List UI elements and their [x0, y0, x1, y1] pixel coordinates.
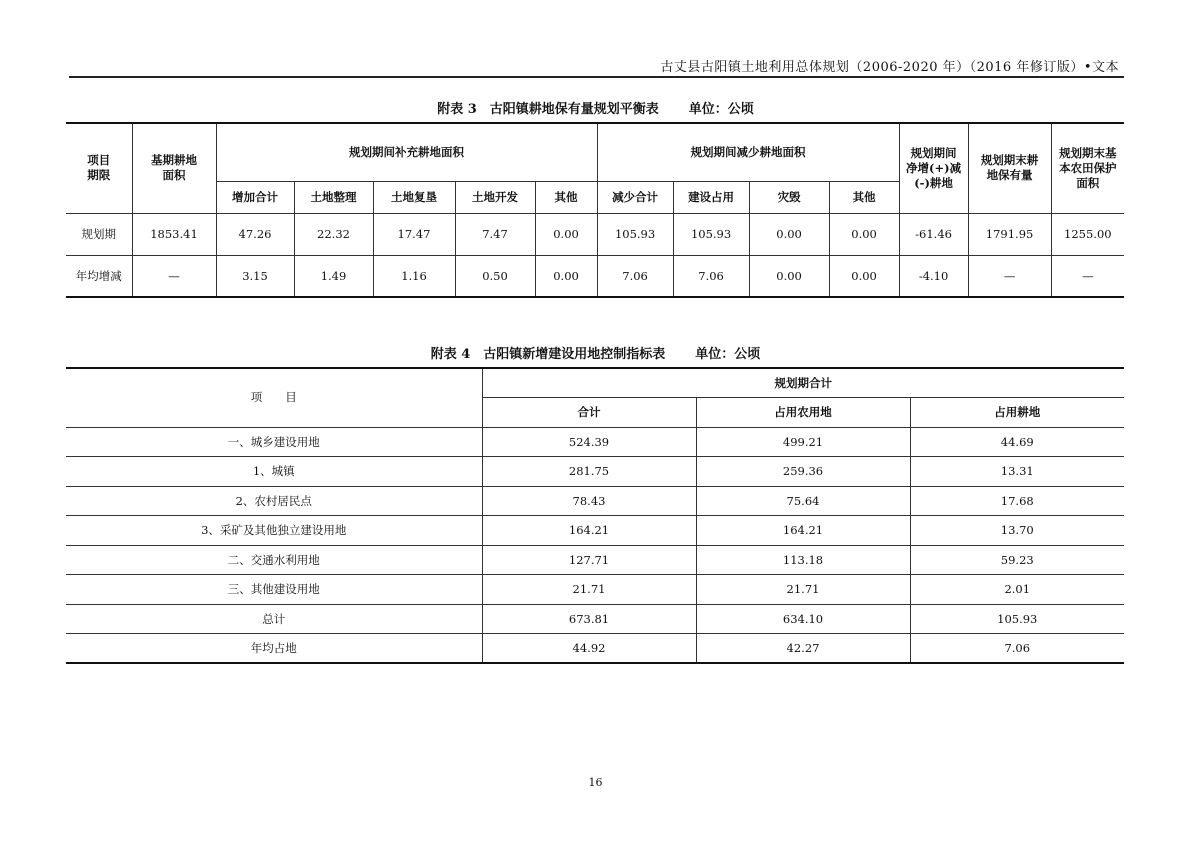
table-cell: 47.26 [216, 213, 294, 255]
new-construction-land-table [66, 367, 1124, 664]
row-label: 规划期 [66, 213, 132, 255]
row-label: 总计 [66, 604, 482, 634]
table3-caption: 附表 3 古阳镇耕地保有量规划平衡表 [437, 102, 659, 117]
table-cell: 0.00 [749, 255, 829, 297]
table-row [66, 427, 1124, 457]
row-label: 2、农村居民点 [66, 486, 482, 516]
row-label: 二、交通水利用地 [66, 545, 482, 575]
table-row-total [66, 604, 1124, 634]
table-cell: 21.71 [696, 575, 910, 605]
table-cell: 259.36 [696, 457, 910, 487]
table-row-annual [66, 634, 1124, 664]
table3-subheader: 土地开发 [455, 181, 535, 213]
table-cell: — [132, 255, 216, 297]
table-cell: 0.00 [535, 213, 597, 255]
table-cell: 42.27 [696, 634, 910, 664]
table3-header-supplement-group: 规划期间补充耕地面积 [216, 123, 597, 181]
table-cell: 0.00 [535, 255, 597, 297]
table3-subheader: 土地复垦 [373, 181, 455, 213]
page-number: 16 [588, 776, 603, 789]
table-cell: -4.10 [899, 255, 968, 297]
table-row [66, 255, 1124, 297]
table-cell: 127.71 [482, 545, 696, 575]
row-label: 年均占地 [66, 634, 482, 664]
table-cell: 1.49 [294, 255, 373, 297]
table4-header-project: 项 目 [66, 368, 482, 427]
table-cell: 13.70 [910, 516, 1124, 546]
table-cell: 1791.95 [968, 213, 1051, 255]
table-cell: 281.75 [482, 457, 696, 487]
table3-subheader: 其他 [535, 181, 597, 213]
table3-subheader: 灾毁 [749, 181, 829, 213]
table-cell: 17.47 [373, 213, 455, 255]
table3-header-end-basic: 规划期末基 本农田保护 面积 [1051, 123, 1124, 213]
table-cell: 164.21 [696, 516, 910, 546]
table-row [66, 516, 1124, 546]
table3-caption-row [0, 98, 1191, 117]
table4-header-group: 规划期合计 [482, 368, 1124, 398]
table-cell: 59.23 [910, 545, 1124, 575]
header-rule [69, 76, 1124, 78]
table3-header-base: 基期耕地 面积 [132, 123, 216, 213]
table-cell: 7.06 [910, 634, 1124, 664]
table-cell: 0.50 [455, 255, 535, 297]
table-cell: 0.00 [749, 213, 829, 255]
row-label: 三、其他建设用地 [66, 575, 482, 605]
table4-unit: 单位：公顷 [695, 347, 761, 362]
table-cell: 44.92 [482, 634, 696, 664]
table-cell: 673.81 [482, 604, 696, 634]
table-cell: 105.93 [673, 213, 749, 255]
table-cell: 7.06 [673, 255, 749, 297]
row-label: 年均增减 [66, 255, 132, 297]
table-row [66, 213, 1124, 255]
table-cell: 17.68 [910, 486, 1124, 516]
table3-subheader: 其他 [829, 181, 899, 213]
table-cell: 78.43 [482, 486, 696, 516]
table-cell: 2.01 [910, 575, 1124, 605]
table-cell: 3.15 [216, 255, 294, 297]
row-label: 一、城乡建设用地 [66, 427, 482, 457]
table-cell: 7.47 [455, 213, 535, 255]
table-row [66, 545, 1124, 575]
table-cell: 75.64 [696, 486, 910, 516]
table-cell: 7.06 [597, 255, 673, 297]
table-cell: 1.16 [373, 255, 455, 297]
table4-caption-row [0, 343, 1191, 362]
table-cell: -61.46 [899, 213, 968, 255]
table-cell: — [1051, 255, 1124, 297]
table-cell: 113.18 [696, 545, 910, 575]
table3-header-end-retain: 规划期末耕 地保有量 [968, 123, 1051, 213]
table-cell: — [968, 255, 1051, 297]
table4-subheader: 占用农用地 [696, 398, 910, 428]
table4-subheader: 占用耕地 [910, 398, 1124, 428]
table-cell: 0.00 [829, 213, 899, 255]
table3-unit: 单位：公顷 [688, 102, 754, 117]
table-row [66, 575, 1124, 605]
table-cell: 13.31 [910, 457, 1124, 487]
table-cell: 164.21 [482, 516, 696, 546]
table3-subheader: 土地整理 [294, 181, 373, 213]
table3-header-reduce-group: 规划期间减少耕地面积 [597, 123, 899, 181]
table-cell: 22.32 [294, 213, 373, 255]
table3-header-net: 规划期间 净增(+)减 (-)耕地 [899, 123, 968, 213]
table-cell: 1255.00 [1051, 213, 1124, 255]
document-header: 古丈县古阳镇土地利用总体规划（2006-2020 年）（2016 年修订版）•文本 [660, 60, 1119, 75]
table4-subheader: 合计 [482, 398, 696, 428]
table-cell: 44.69 [910, 427, 1124, 457]
cultivated-land-balance-table [66, 122, 1124, 298]
table3-subheader: 减少合计 [597, 181, 673, 213]
table-cell: 21.71 [482, 575, 696, 605]
table-cell: 634.10 [696, 604, 910, 634]
row-label: 1、城镇 [66, 457, 482, 487]
table-row [66, 457, 1124, 487]
table-cell: 524.39 [482, 427, 696, 457]
table-cell: 105.93 [910, 604, 1124, 634]
table3-header-project: 项目 期限 [66, 123, 132, 213]
table-cell: 499.21 [696, 427, 910, 457]
row-label: 3、采矿及其他独立建设用地 [66, 516, 482, 546]
table-cell: 105.93 [597, 213, 673, 255]
table3-subheader: 建设占用 [673, 181, 749, 213]
table-row [66, 486, 1124, 516]
table3-subheader: 增加合计 [216, 181, 294, 213]
table-cell: 0.00 [829, 255, 899, 297]
table-cell: 1853.41 [132, 213, 216, 255]
table4-caption: 附表 4 古阳镇新增建设用地控制指标表 [430, 347, 666, 362]
